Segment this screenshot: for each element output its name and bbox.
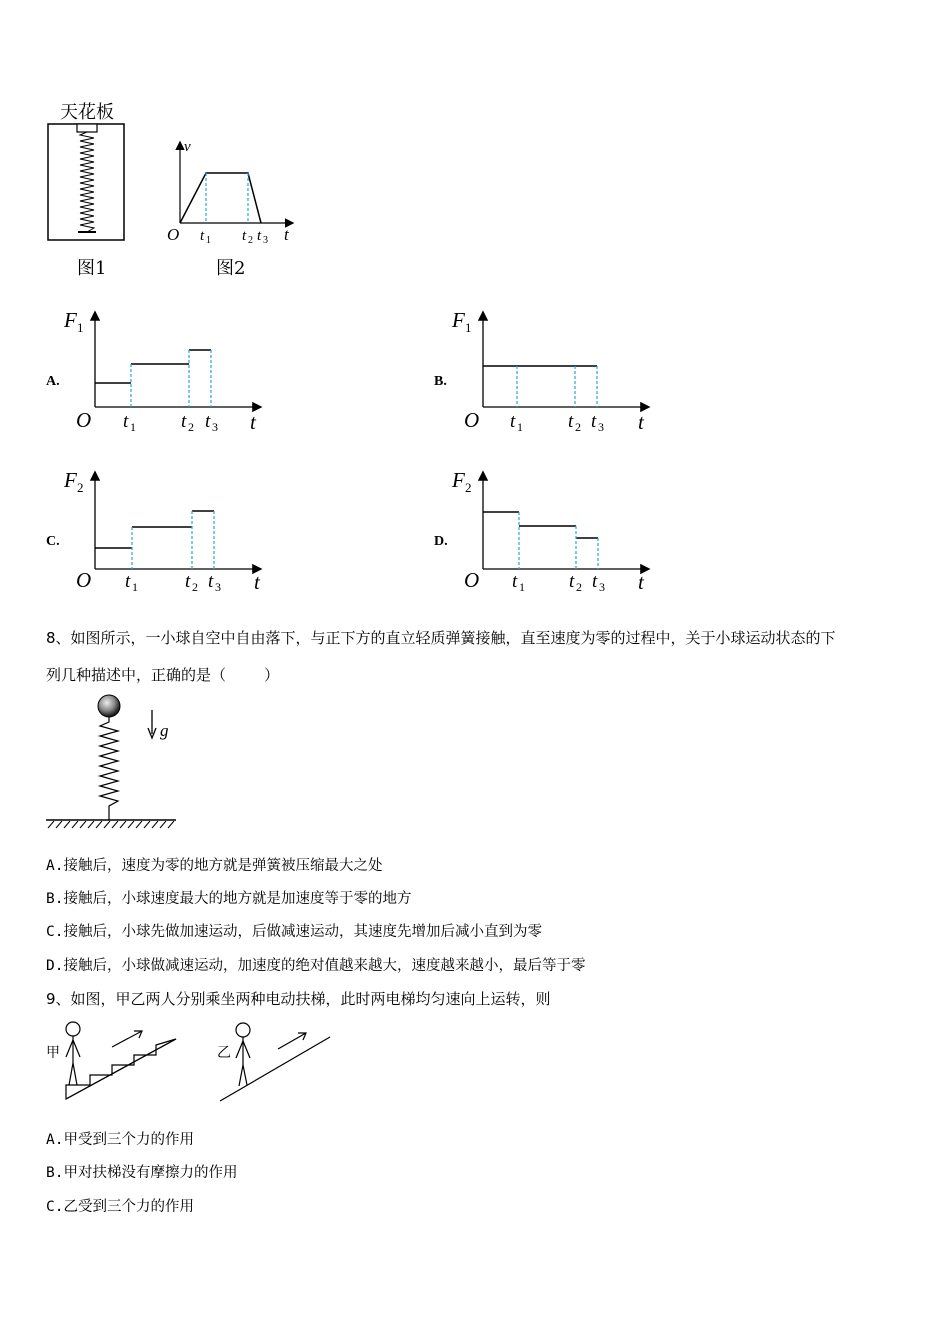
q9-text: 9、如图，甲乙两人分别乘坐两种电动扶梯，此时两电梯均匀速向上运转，则 (46, 990, 551, 1008)
escalator-a-arrow (112, 1031, 142, 1047)
svg-text:2: 2 (576, 580, 582, 594)
svg-text:t: t (638, 410, 644, 434)
q9-escalator-diagram (42, 1015, 342, 1110)
svg-text:t: t (200, 228, 205, 244)
svg-text:3: 3 (263, 235, 268, 246)
svg-text:3: 3 (598, 420, 604, 434)
q8-text-line1: 8、如图所示，一小球自空中自由落下，与正下方的直立轻质弹簧接触，直至速度为零的过程中，关于小球运动状态的下 (46, 629, 836, 647)
svg-text:t: t (254, 570, 260, 594)
svg-text:t: t (250, 410, 256, 434)
spring (100, 717, 118, 820)
svg-text:t: t (242, 228, 247, 244)
svg-text:O: O (464, 408, 480, 432)
spring-coil (80, 132, 94, 232)
option-b-letter: B. (434, 374, 447, 389)
svg-text:t: t (123, 411, 129, 432)
graph-b (448, 305, 663, 435)
svg-text:1: 1 (465, 320, 472, 335)
q8-choice-d: D.接触后，小球做减速运动，加速度的绝对值越来越大，速度越来越小，最后等于零 (46, 958, 586, 974)
svg-text:1: 1 (77, 320, 84, 335)
svg-text:1: 1 (517, 420, 523, 434)
svg-text:t: t (208, 571, 214, 592)
svg-text:2: 2 (575, 420, 581, 434)
svg-text:2: 2 (77, 480, 84, 495)
person-a-label: 甲 (46, 1046, 60, 1061)
option-c-letter: C. (46, 534, 60, 549)
svg-text:t: t (592, 571, 598, 592)
svg-text:3: 3 (212, 420, 218, 434)
svg-text:O: O (76, 408, 92, 432)
fig2-v-label: v (184, 139, 191, 155)
q8-choice-c: C.接触后，小球先做加速运动，后做减速运动，其速度先增加后减小直到为零 (46, 924, 542, 940)
svg-text:t: t (569, 571, 575, 592)
svg-text:t: t (181, 411, 187, 432)
fig2-origin: O (167, 225, 180, 244)
svg-text:2: 2 (248, 235, 253, 246)
svg-text:t: t (568, 411, 574, 432)
fig2-caption: 图2 (216, 258, 246, 279)
q8-choice-b: B.接触后，小球速度最大的地方就是加速度等于零的地方 (46, 891, 412, 907)
svg-text:2: 2 (188, 420, 194, 434)
escalator-b-arrow (278, 1033, 306, 1049)
svg-text:O: O (464, 568, 480, 592)
svg-text:F: F (452, 308, 465, 332)
svg-text:1: 1 (206, 235, 211, 246)
person-b-label: 乙 (217, 1046, 231, 1061)
svg-text:3: 3 (215, 580, 221, 594)
ball (98, 695, 120, 717)
svg-text:F: F (64, 468, 77, 492)
svg-text:t: t (591, 411, 597, 432)
svg-text:1: 1 (519, 580, 525, 594)
velocity-curve (180, 173, 261, 223)
svg-text:t: t (638, 570, 644, 594)
fig1-caption: 图1 (77, 258, 107, 279)
svg-text:t: t (257, 228, 262, 244)
gravity-label: g (160, 721, 169, 740)
fig1-spring-diagram (40, 118, 135, 248)
q8-text-line2: 列几种描述中，正确的是（ ） (46, 666, 280, 684)
svg-text:t: t (185, 571, 191, 592)
svg-text:1: 1 (130, 420, 136, 434)
svg-text:F: F (452, 468, 465, 492)
option-a-letter: A. (46, 374, 60, 389)
fig2-t-label: t (284, 225, 289, 244)
q8-ball-spring-diagram (42, 690, 192, 830)
ceiling-label: 天花板 (60, 102, 114, 123)
graph-a (60, 305, 275, 435)
svg-text:3: 3 (599, 580, 605, 594)
svg-text:O: O (76, 568, 92, 592)
graph-d (448, 465, 663, 595)
graph-c (60, 465, 275, 595)
svg-text:1: 1 (132, 580, 138, 594)
svg-text:t: t (512, 571, 518, 592)
svg-text:F: F (64, 308, 77, 332)
option-d-letter: D. (434, 534, 448, 549)
q9-choice-b: B.甲对扶梯没有摩擦力的作用 (46, 1165, 238, 1181)
svg-text:t: t (510, 411, 516, 432)
svg-text:t: t (125, 571, 131, 592)
svg-text:t: t (205, 411, 211, 432)
fig2-vt-graph (160, 135, 300, 250)
q9-choice-c: C.乙受到三个力的作用 (46, 1199, 194, 1215)
q8-choice-a: A.接触后，速度为零的地方就是弹簧被压缩最大之处 (46, 858, 383, 874)
svg-text:2: 2 (465, 480, 472, 495)
q9-choice-a: A.甲受到三个力的作用 (46, 1132, 194, 1148)
svg-text:2: 2 (192, 580, 198, 594)
